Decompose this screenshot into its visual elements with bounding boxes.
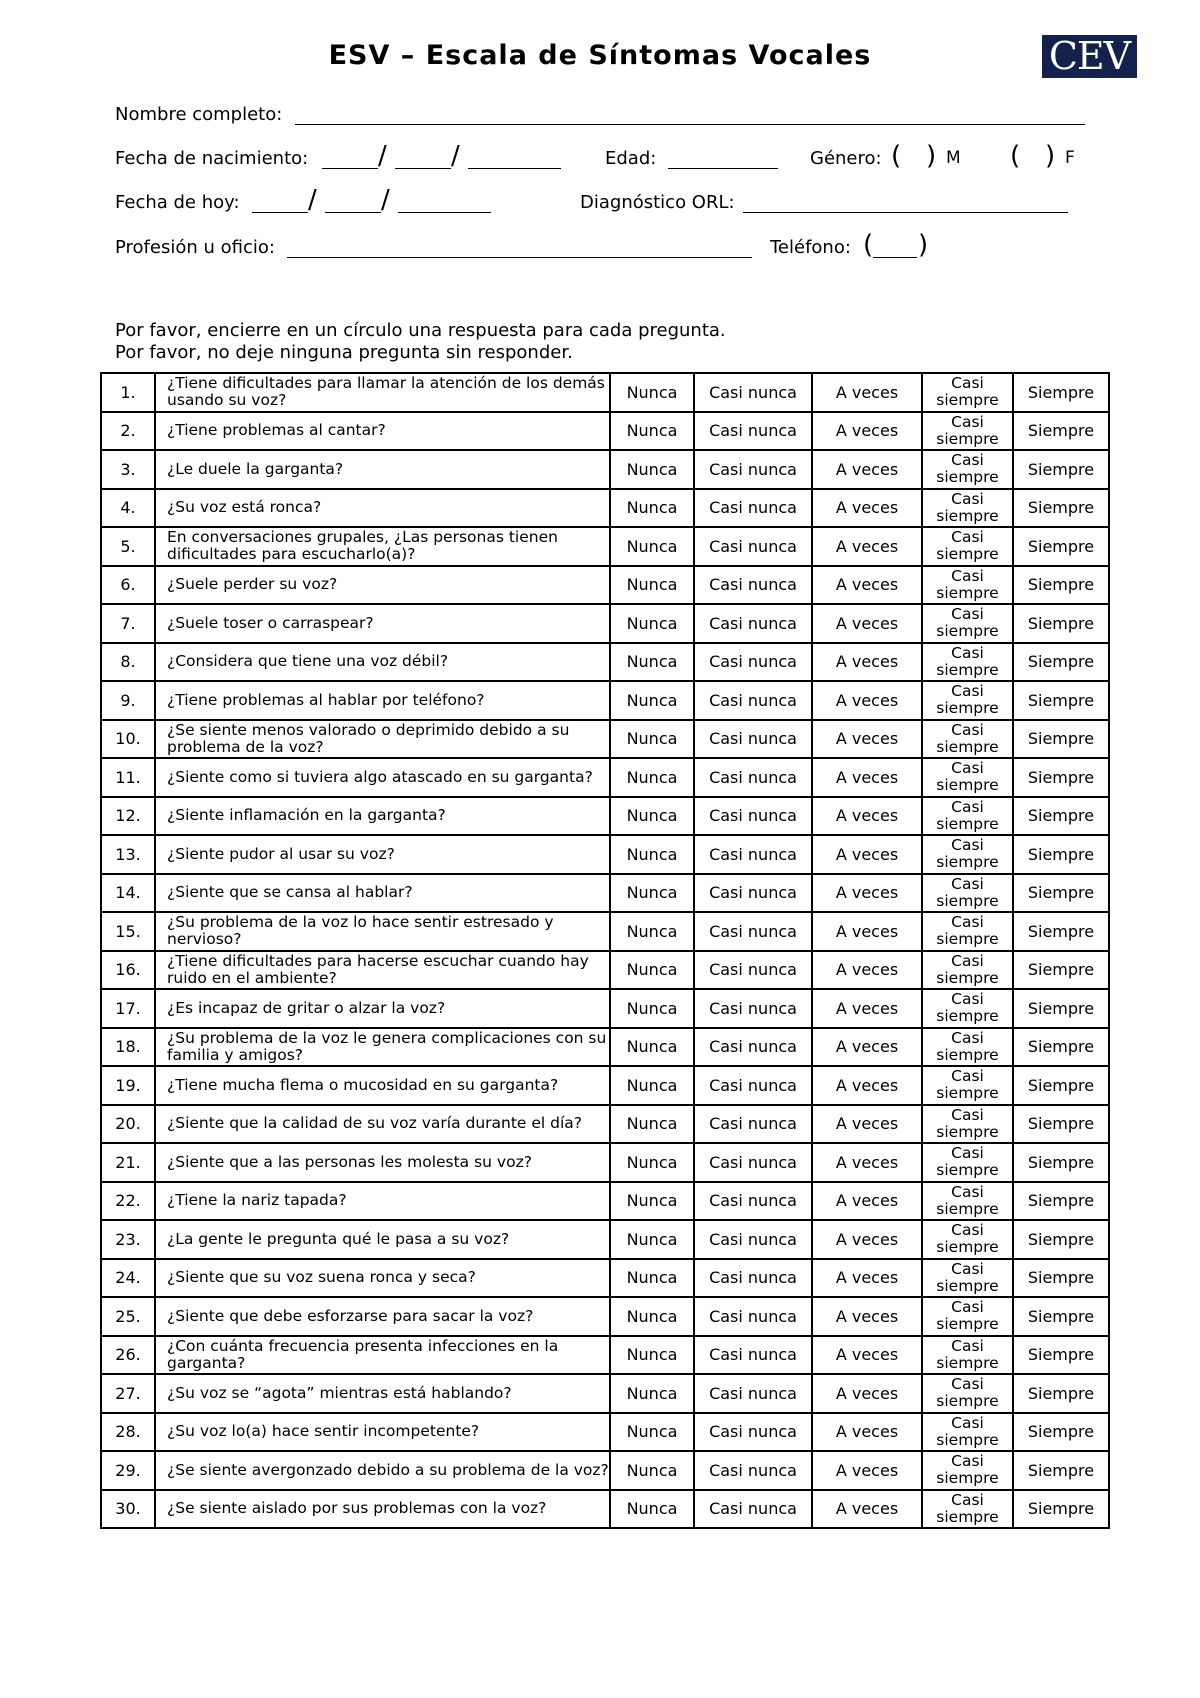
option-casi-nunca[interactable]: Casi nunca	[694, 1490, 812, 1529]
question-number: 15.	[101, 912, 155, 951]
option-casi-nunca[interactable]: Casi nunca	[694, 912, 812, 951]
question-number: 26.	[101, 1336, 155, 1375]
option-a-veces[interactable]: A veces	[812, 1413, 922, 1452]
option-casi-nunca[interactable]: Casi nunca	[694, 681, 812, 720]
question-number: 20.	[101, 1105, 155, 1144]
option-nunca[interactable]: Nunca	[610, 489, 694, 528]
question-row	[101, 835, 1109, 874]
question-row	[101, 681, 1109, 720]
option-siempre[interactable]: Siempre	[1013, 1413, 1109, 1452]
option-nunca[interactable]: Nunca	[610, 643, 694, 682]
option-nunca[interactable]: Nunca	[610, 1143, 694, 1182]
option-casi-siempre[interactable]: Casi siempre	[922, 951, 1013, 990]
question-row	[101, 1220, 1109, 1259]
option-nunca[interactable]: Nunca	[610, 989, 694, 1028]
option-casi-nunca[interactable]: Casi nunca	[694, 373, 812, 412]
diagnosis-label: Diagnóstico ORL:	[580, 192, 735, 213]
option-nunca[interactable]: Nunca	[610, 758, 694, 797]
questionnaire-table	[100, 372, 1110, 1529]
option-casi-nunca[interactable]: Casi nunca	[694, 797, 812, 836]
question-text: ¿Se siente avergonzado debido a su problema de la voz?	[155, 1451, 610, 1490]
option-a-veces[interactable]: A veces	[812, 373, 922, 412]
option-a-veces[interactable]: A veces	[812, 643, 922, 682]
option-casi-siempre[interactable]: Casi siempre	[922, 373, 1013, 412]
today-day-field[interactable]	[252, 192, 308, 213]
option-casi-siempre[interactable]: Casi siempre	[922, 1451, 1013, 1490]
option-siempre[interactable]: Siempre	[1013, 1105, 1109, 1144]
question-row	[101, 797, 1109, 836]
question-row	[101, 1490, 1109, 1529]
option-siempre[interactable]: Siempre	[1013, 566, 1109, 605]
option-a-veces[interactable]: A veces	[812, 412, 922, 451]
question-text: ¿La gente le pregunta qué le pasa a su voz?	[155, 1220, 610, 1259]
option-nunca[interactable]: Nunca	[610, 1413, 694, 1452]
option-casi-siempre[interactable]: Casi siempre	[922, 874, 1013, 913]
option-nunca[interactable]: Nunca	[610, 566, 694, 605]
date-slash: /	[451, 141, 460, 171]
question-text: ¿Su voz está ronca?	[155, 489, 610, 528]
option-siempre[interactable]: Siempre	[1013, 951, 1109, 990]
option-casi-siempre[interactable]: Casi siempre	[922, 527, 1013, 566]
option-casi-nunca[interactable]: Casi nunca	[694, 450, 812, 489]
gender-f-label: F	[1065, 148, 1075, 168]
question-text: ¿Suele toser o carraspear?	[155, 604, 610, 643]
option-casi-nunca[interactable]: Casi nunca	[694, 566, 812, 605]
option-siempre[interactable]: Siempre	[1013, 527, 1109, 566]
question-number: 18.	[101, 1028, 155, 1067]
question-text: En conversaciones grupales, ¿Las personas tienen dificultades para escucharlo(a)?	[155, 527, 610, 566]
question-number: 7.	[101, 604, 155, 643]
option-casi-nunca[interactable]: Casi nunca	[694, 989, 812, 1028]
question-row	[101, 527, 1109, 566]
page-title: ESV – Escala de Síntomas Vocales	[328, 40, 872, 71]
option-siempre[interactable]: Siempre	[1013, 1259, 1109, 1298]
option-casi-nunca[interactable]: Casi nunca	[694, 1336, 812, 1375]
option-casi-nunca[interactable]: Casi nunca	[694, 720, 812, 759]
gender-m-checkbox[interactable]: ( )	[891, 141, 937, 171]
option-casi-siempre[interactable]: Casi siempre	[922, 1259, 1013, 1298]
question-row	[101, 643, 1109, 682]
name-label: Nombre completo:	[115, 104, 283, 125]
question-row	[101, 373, 1109, 412]
option-casi-siempre[interactable]: Casi siempre	[922, 604, 1013, 643]
option-casi-nunca[interactable]: Casi nunca	[694, 489, 812, 528]
question-text: ¿Siente que su voz suena ronca y seca?	[155, 1259, 610, 1298]
option-a-veces[interactable]: A veces	[812, 1028, 922, 1067]
dob-year-field[interactable]	[468, 148, 561, 169]
option-a-veces[interactable]: A veces	[812, 1105, 922, 1144]
question-number: 30.	[101, 1490, 155, 1529]
question-row	[101, 758, 1109, 797]
question-text: ¿Le duele la garganta?	[155, 450, 610, 489]
instruction-line: Por favor, encierre en un círculo una respuesta para cada pregunta.	[115, 320, 726, 341]
option-nunca[interactable]: Nunca	[610, 412, 694, 451]
question-number: 21.	[101, 1143, 155, 1182]
question-number: 17.	[101, 989, 155, 1028]
option-casi-nunca[interactable]: Casi nunca	[694, 527, 812, 566]
dob-label: Fecha de nacimiento:	[115, 148, 309, 169]
gender-f-checkbox[interactable]: ( )	[1010, 141, 1056, 171]
option-casi-siempre[interactable]: Casi siempre	[922, 1336, 1013, 1375]
dob-day-field[interactable]	[322, 148, 378, 169]
option-a-veces[interactable]: A veces	[812, 566, 922, 605]
option-casi-siempre[interactable]: Casi siempre	[922, 1105, 1013, 1144]
option-nunca[interactable]: Nunca	[610, 1297, 694, 1336]
option-a-veces[interactable]: A veces	[812, 874, 922, 913]
option-casi-nunca[interactable]: Casi nunca	[694, 1413, 812, 1452]
question-row	[101, 566, 1109, 605]
option-casi-siempre[interactable]: Casi siempre	[922, 1490, 1013, 1529]
option-a-veces[interactable]: A veces	[812, 1490, 922, 1529]
option-siempre[interactable]: Siempre	[1013, 681, 1109, 720]
date-slash: /	[381, 185, 390, 215]
option-a-veces[interactable]: A veces	[812, 1374, 922, 1413]
question-text: ¿Su problema de la voz lo hace sentir estresado y nervioso?	[155, 912, 610, 951]
today-year-field[interactable]	[398, 192, 491, 213]
option-a-veces[interactable]: A veces	[812, 489, 922, 528]
option-a-veces[interactable]: A veces	[812, 758, 922, 797]
question-number: 6.	[101, 566, 155, 605]
option-nunca[interactable]: Nunca	[610, 912, 694, 951]
option-siempre[interactable]: Siempre	[1013, 1182, 1109, 1221]
option-casi-nunca[interactable]: Casi nunca	[694, 1297, 812, 1336]
question-text: ¿Siente como si tuviera algo atascado en su garganta?	[155, 758, 610, 797]
age-label: Edad:	[605, 148, 657, 169]
option-nunca[interactable]: Nunca	[610, 1259, 694, 1298]
option-a-veces[interactable]: A veces	[812, 1066, 922, 1105]
question-row	[101, 912, 1109, 951]
dob-month-field[interactable]	[395, 148, 451, 169]
option-nunca[interactable]: Nunca	[610, 1220, 694, 1259]
option-nunca[interactable]: Nunca	[610, 527, 694, 566]
question-number: 9.	[101, 681, 155, 720]
question-row	[101, 951, 1109, 990]
question-number: 2.	[101, 412, 155, 451]
option-casi-nunca[interactable]: Casi nunca	[694, 1182, 812, 1221]
option-nunca[interactable]: Nunca	[610, 373, 694, 412]
option-nunca[interactable]: Nunca	[610, 1451, 694, 1490]
question-row	[101, 1028, 1109, 1067]
option-casi-nunca[interactable]: Casi nunca	[694, 951, 812, 990]
option-a-veces[interactable]: A veces	[812, 527, 922, 566]
question-number: 4.	[101, 489, 155, 528]
option-nunca[interactable]: Nunca	[610, 1105, 694, 1144]
question-row	[101, 874, 1109, 913]
question-row	[101, 989, 1109, 1028]
option-casi-siempre[interactable]: Casi siempre	[922, 1028, 1013, 1067]
option-casi-siempre[interactable]: Casi siempre	[922, 1297, 1013, 1336]
option-casi-siempre[interactable]: Casi siempre	[922, 489, 1013, 528]
option-siempre[interactable]: Siempre	[1013, 1374, 1109, 1413]
phone-area-open: (	[863, 230, 874, 260]
option-nunca[interactable]: Nunca	[610, 1028, 694, 1067]
option-a-veces[interactable]: A veces	[812, 1297, 922, 1336]
option-nunca[interactable]: Nunca	[610, 604, 694, 643]
option-a-veces[interactable]: A veces	[812, 989, 922, 1028]
option-a-veces[interactable]: A veces	[812, 797, 922, 836]
question-text: ¿Tiene dificultades para hacerse escuchar cuando hay ruido en el ambiente?	[155, 951, 610, 990]
question-number: 5.	[101, 527, 155, 566]
question-row	[101, 412, 1109, 451]
option-siempre[interactable]: Siempre	[1013, 720, 1109, 759]
question-text: ¿Tiene la nariz tapada?	[155, 1182, 610, 1221]
option-nunca[interactable]: Nunca	[610, 1066, 694, 1105]
question-number: 1.	[101, 373, 155, 412]
phone-area-close: )	[918, 230, 929, 260]
option-a-veces[interactable]: A veces	[812, 1259, 922, 1298]
option-casi-siempre[interactable]: Casi siempre	[922, 797, 1013, 836]
option-a-veces[interactable]: A veces	[812, 1336, 922, 1375]
option-nunca[interactable]: Nunca	[610, 1336, 694, 1375]
option-casi-nunca[interactable]: Casi nunca	[694, 643, 812, 682]
gender-m-label: M	[946, 148, 961, 168]
question-text: ¿Suele perder su voz?	[155, 566, 610, 605]
option-casi-nunca[interactable]: Casi nunca	[694, 835, 812, 874]
option-casi-nunca[interactable]: Casi nunca	[694, 1143, 812, 1182]
option-casi-nunca[interactable]: Casi nunca	[694, 1105, 812, 1144]
question-text: ¿Siente inflamación en la garganta?	[155, 797, 610, 836]
option-casi-siempre[interactable]: Casi siempre	[922, 1182, 1013, 1221]
option-siempre[interactable]: Siempre	[1013, 1143, 1109, 1182]
phone-area-field[interactable]	[873, 237, 917, 258]
question-text: ¿Con cuánta frecuencia presenta infecciones en la garganta?	[155, 1336, 610, 1375]
option-siempre[interactable]: Siempre	[1013, 412, 1109, 451]
option-nunca[interactable]: Nunca	[610, 681, 694, 720]
question-number: 13.	[101, 835, 155, 874]
option-nunca[interactable]: Nunca	[610, 1182, 694, 1221]
option-nunca[interactable]: Nunca	[610, 720, 694, 759]
option-a-veces[interactable]: A veces	[812, 951, 922, 990]
profession-field[interactable]	[287, 237, 752, 258]
question-number: 16.	[101, 951, 155, 990]
option-casi-nunca[interactable]: Casi nunca	[694, 1220, 812, 1259]
option-nunca[interactable]: Nunca	[610, 450, 694, 489]
option-nunca[interactable]: Nunca	[610, 1374, 694, 1413]
today-label: Fecha de hoy:	[115, 192, 240, 213]
question-text: ¿Considera que tiene una voz débil?	[155, 643, 610, 682]
option-casi-siempre[interactable]: Casi siempre	[922, 835, 1013, 874]
option-casi-siempre[interactable]: Casi siempre	[922, 412, 1013, 451]
option-casi-nunca[interactable]: Casi nunca	[694, 412, 812, 451]
option-casi-nunca[interactable]: Casi nunca	[694, 1374, 812, 1413]
option-siempre[interactable]: Siempre	[1013, 604, 1109, 643]
question-number: 22.	[101, 1182, 155, 1221]
diagnosis-field[interactable]	[743, 192, 1068, 213]
question-text: ¿Su voz lo(a) hace sentir incompetente?	[155, 1413, 610, 1452]
option-nunca[interactable]: Nunca	[610, 951, 694, 990]
option-casi-siempre[interactable]: Casi siempre	[922, 1220, 1013, 1259]
option-casi-nunca[interactable]: Casi nunca	[694, 874, 812, 913]
question-row	[101, 604, 1109, 643]
option-siempre[interactable]: Siempre	[1013, 758, 1109, 797]
question-row	[101, 1105, 1109, 1144]
option-a-veces[interactable]: A veces	[812, 912, 922, 951]
question-row	[101, 720, 1109, 759]
question-row	[101, 1297, 1109, 1336]
option-a-veces[interactable]: A veces	[812, 1451, 922, 1490]
question-number: 14.	[101, 874, 155, 913]
question-number: 27.	[101, 1374, 155, 1413]
option-siempre[interactable]: Siempre	[1013, 874, 1109, 913]
question-text: ¿Tiene problemas al cantar?	[155, 412, 610, 451]
question-row	[101, 1066, 1109, 1105]
option-casi-nunca[interactable]: Casi nunca	[694, 604, 812, 643]
gender-label: Género:	[810, 148, 882, 169]
question-row	[101, 1259, 1109, 1298]
date-slash: /	[378, 141, 387, 171]
question-number: 8.	[101, 643, 155, 682]
option-siempre[interactable]: Siempre	[1013, 1336, 1109, 1375]
question-row	[101, 1143, 1109, 1182]
option-casi-siempre[interactable]: Casi siempre	[922, 720, 1013, 759]
option-siempre[interactable]: Siempre	[1013, 797, 1109, 836]
option-casi-siempre[interactable]: Casi siempre	[922, 989, 1013, 1028]
question-row	[101, 1451, 1109, 1490]
option-a-veces[interactable]: A veces	[812, 1182, 922, 1221]
option-casi-siempre[interactable]: Casi siempre	[922, 758, 1013, 797]
option-casi-nunca[interactable]: Casi nunca	[694, 758, 812, 797]
option-a-veces[interactable]: A veces	[812, 604, 922, 643]
question-text: ¿Siente que la calidad de su voz varía durante el día?	[155, 1105, 610, 1144]
option-casi-siempre[interactable]: Casi siempre	[922, 450, 1013, 489]
option-a-veces[interactable]: A veces	[812, 720, 922, 759]
question-number: 3.	[101, 450, 155, 489]
question-text: ¿Siente pudor al usar su voz?	[155, 835, 610, 874]
question-text: ¿Se siente aislado por sus problemas con la voz?	[155, 1490, 610, 1529]
option-casi-siempre[interactable]: Casi siempre	[922, 1413, 1013, 1452]
option-casi-siempre[interactable]: Casi siempre	[922, 681, 1013, 720]
question-row	[101, 489, 1109, 528]
question-number: 23.	[101, 1220, 155, 1259]
option-casi-nunca[interactable]: Casi nunca	[694, 1451, 812, 1490]
option-casi-siempre[interactable]: Casi siempre	[922, 566, 1013, 605]
option-siempre[interactable]: Siempre	[1013, 643, 1109, 682]
option-casi-nunca[interactable]: Casi nunca	[694, 1066, 812, 1105]
question-text: ¿Siente que se cansa al hablar?	[155, 874, 610, 913]
option-a-veces[interactable]: A veces	[812, 450, 922, 489]
question-number: 25.	[101, 1297, 155, 1336]
option-siempre[interactable]: Siempre	[1013, 1451, 1109, 1490]
question-number: 28.	[101, 1413, 155, 1452]
option-siempre[interactable]: Siempre	[1013, 373, 1109, 412]
question-row	[101, 450, 1109, 489]
option-a-veces[interactable]: A veces	[812, 1143, 922, 1182]
question-row	[101, 1336, 1109, 1375]
option-casi-siempre[interactable]: Casi siempre	[922, 912, 1013, 951]
question-number: 29.	[101, 1451, 155, 1490]
question-text: ¿Se siente menos valorado o deprimido debido a su problema de la voz?	[155, 720, 610, 759]
option-siempre[interactable]: Siempre	[1013, 989, 1109, 1028]
question-number: 19.	[101, 1066, 155, 1105]
option-siempre[interactable]: Siempre	[1013, 1028, 1109, 1067]
question-number: 10.	[101, 720, 155, 759]
question-text: ¿Siente que debe esforzarse para sacar la voz?	[155, 1297, 610, 1336]
option-siempre[interactable]: Siempre	[1013, 1297, 1109, 1336]
option-a-veces[interactable]: A veces	[812, 681, 922, 720]
question-row	[101, 1182, 1109, 1221]
option-siempre[interactable]: Siempre	[1013, 835, 1109, 874]
option-casi-siempre[interactable]: Casi siempre	[922, 1143, 1013, 1182]
option-casi-nunca[interactable]: Casi nunca	[694, 1259, 812, 1298]
question-row	[101, 1413, 1109, 1452]
name-field[interactable]	[295, 104, 1085, 125]
option-nunca[interactable]: Nunca	[610, 835, 694, 874]
date-slash: /	[308, 185, 317, 215]
option-siempre[interactable]: Siempre	[1013, 489, 1109, 528]
option-siempre[interactable]: Siempre	[1013, 912, 1109, 951]
question-text: ¿Tiene mucha flema o mucosidad en su garganta?	[155, 1066, 610, 1105]
cev-logo: CEV	[1042, 35, 1137, 78]
option-siempre[interactable]: Siempre	[1013, 1066, 1109, 1105]
question-number: 11.	[101, 758, 155, 797]
option-a-veces[interactable]: A veces	[812, 1220, 922, 1259]
question-text: ¿Tiene dificultades para llamar la atención de los demás usando su voz?	[155, 373, 610, 412]
age-field[interactable]	[668, 148, 778, 169]
question-number: 24.	[101, 1259, 155, 1298]
option-siempre[interactable]: Siempre	[1013, 450, 1109, 489]
option-casi-siempre[interactable]: Casi siempre	[922, 1374, 1013, 1413]
phone-label: Teléfono:	[770, 237, 851, 258]
instruction-line: Por favor, no deje ninguna pregunta sin responder.	[115, 342, 573, 363]
question-text: ¿Su problema de la voz le genera complicaciones con su familia y amigos?	[155, 1028, 610, 1067]
option-siempre[interactable]: Siempre	[1013, 1220, 1109, 1259]
option-a-veces[interactable]: A veces	[812, 835, 922, 874]
option-nunca[interactable]: Nunca	[610, 797, 694, 836]
option-casi-siempre[interactable]: Casi siempre	[922, 1066, 1013, 1105]
profession-label: Profesión u oficio:	[115, 237, 275, 258]
question-number: 12.	[101, 797, 155, 836]
question-row	[101, 1374, 1109, 1413]
option-casi-nunca[interactable]: Casi nunca	[694, 1028, 812, 1067]
question-text: ¿Es incapaz de gritar o alzar la voz?	[155, 989, 610, 1028]
today-month-field[interactable]	[325, 192, 381, 213]
option-nunca[interactable]: Nunca	[610, 874, 694, 913]
option-nunca[interactable]: Nunca	[610, 1490, 694, 1529]
question-text: ¿Tiene problemas al hablar por teléfono?	[155, 681, 610, 720]
option-siempre[interactable]: Siempre	[1013, 1490, 1109, 1529]
option-casi-siempre[interactable]: Casi siempre	[922, 643, 1013, 682]
question-text: ¿Siente que a las personas les molesta su voz?	[155, 1143, 610, 1182]
question-text: ¿Su voz se “agota” mientras está hablando?	[155, 1374, 610, 1413]
